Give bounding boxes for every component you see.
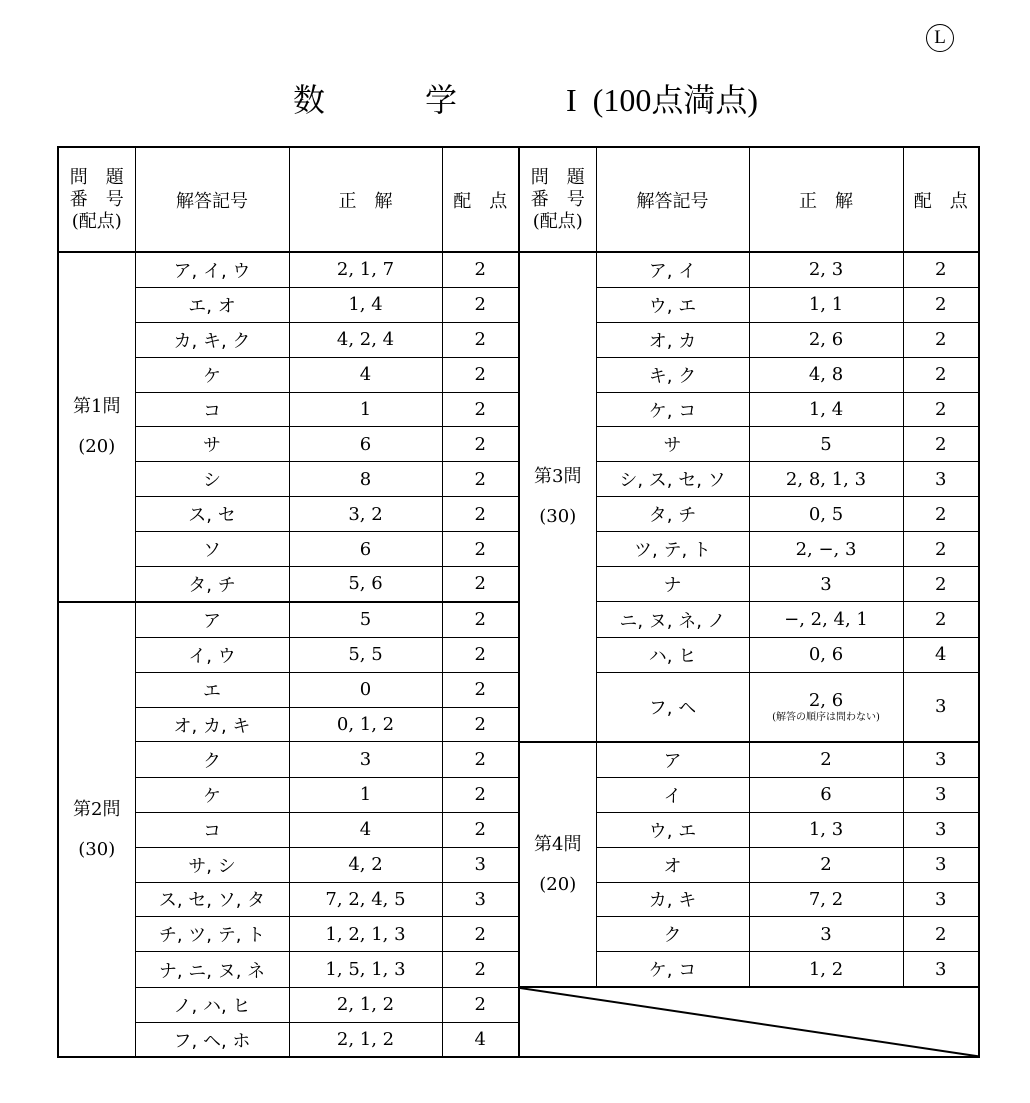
points-value: 2 xyxy=(442,322,519,357)
table-row xyxy=(58,322,979,357)
points-value: 2 xyxy=(442,252,519,287)
correct-answer: 2, −, 3 xyxy=(749,532,903,567)
answer-symbol: チ, ツ, テ, ト xyxy=(135,917,289,952)
header-correct-answer: 正 解 xyxy=(289,147,442,252)
answer-symbol: キ, ク xyxy=(596,357,749,392)
answer-symbol: ア, イ xyxy=(596,252,749,287)
answer-symbol: ア, イ, ウ xyxy=(135,252,289,287)
points-value: 2 xyxy=(442,287,519,322)
problem-label xyxy=(519,252,596,742)
correct-answer: 2, 1, 7 xyxy=(289,252,442,287)
answer-symbol: ス, セ, ソ, タ xyxy=(135,882,289,917)
table-row xyxy=(58,847,979,882)
correct-answer: −, 2, 4, 1 xyxy=(749,602,903,637)
correct-answer: 1, 5, 1, 3 xyxy=(289,952,442,987)
title-subject-part1: 数 xyxy=(293,82,326,118)
correct-answer: 6 xyxy=(749,777,903,812)
header-answer-symbol: 解答記号 xyxy=(135,147,289,252)
table-row xyxy=(58,777,979,812)
table-row xyxy=(58,672,979,707)
points-value: 3 xyxy=(903,952,979,987)
correct-answer: 3 xyxy=(749,917,903,952)
header-points: 配 点 xyxy=(903,147,979,252)
answer-symbol: ケ, コ xyxy=(596,952,749,987)
points-value: 2 xyxy=(442,742,519,777)
answer-symbol: イ, ウ xyxy=(135,637,289,672)
answer-symbol: オ xyxy=(596,847,749,882)
points-value: 3 xyxy=(903,812,979,847)
correct-answer: 4, 8 xyxy=(749,357,903,392)
points-value: 2 xyxy=(442,952,519,987)
table-row xyxy=(58,497,979,532)
points-value: 3 xyxy=(442,847,519,882)
correct-answer: 8 xyxy=(289,462,442,497)
correct-answer: 1, 2 xyxy=(749,952,903,987)
table-row xyxy=(58,287,979,322)
correct-answer: 0 xyxy=(289,672,442,707)
points-value: 2 xyxy=(442,777,519,812)
problem-name: 第2問 xyxy=(73,798,121,820)
points-value: 3 xyxy=(442,882,519,917)
correct-answer: 2, 6 xyxy=(749,322,903,357)
answer-symbol: オ, カ xyxy=(596,322,749,357)
table-row xyxy=(58,462,979,497)
table-row xyxy=(58,567,979,602)
title-level: I xyxy=(566,82,577,118)
answer-symbol: ア xyxy=(135,602,289,637)
answer-symbol: ソ xyxy=(135,532,289,567)
table-row xyxy=(58,812,979,847)
points-value: 2 xyxy=(903,567,979,602)
problem-name: 第3問 xyxy=(534,465,582,487)
answer-symbol: エ xyxy=(135,672,289,707)
points-value: 3 xyxy=(903,882,979,917)
points-value: 2 xyxy=(903,357,979,392)
answer-symbol: カ, キ xyxy=(596,882,749,917)
problem-label xyxy=(519,742,596,987)
header-problem-number: 問 題 番 号 (配点) xyxy=(519,147,596,252)
answer-symbol: イ xyxy=(596,777,749,812)
table-row xyxy=(58,532,979,567)
points-value: 3 xyxy=(903,742,979,777)
points-value: 2 xyxy=(903,392,979,427)
answer-symbol: フ, ヘ xyxy=(596,672,749,742)
diagonal-line xyxy=(520,988,978,1056)
points-value: 2 xyxy=(442,917,519,952)
problem-score: (20) xyxy=(539,873,577,895)
points-value: 2 xyxy=(442,987,519,1022)
correct-answer: 2, 3 xyxy=(749,252,903,287)
points-value: 2 xyxy=(442,637,519,672)
correct-answer: 5 xyxy=(749,427,903,462)
answer-symbol: ク xyxy=(596,917,749,952)
header-row xyxy=(58,147,979,252)
answer-symbol: ク xyxy=(135,742,289,777)
table-row xyxy=(58,392,979,427)
points-value: 2 xyxy=(442,392,519,427)
correct-answer: 1, 3 xyxy=(749,812,903,847)
points-value: 3 xyxy=(903,462,979,497)
correct-answer: 4, 2 xyxy=(289,847,442,882)
correct-answer: 1 xyxy=(289,777,442,812)
header-points: 配 点 xyxy=(442,147,519,252)
answer-symbol: シ xyxy=(135,462,289,497)
points-value: 2 xyxy=(903,252,979,287)
corner-mark-l: L xyxy=(926,24,954,52)
table-row xyxy=(58,917,979,952)
answer-symbol: カ, キ, ク xyxy=(135,322,289,357)
correct-answer: 2, 8, 1, 3 xyxy=(749,462,903,497)
answer-symbol: ウ, エ xyxy=(596,287,749,322)
points-value: 2 xyxy=(903,287,979,322)
points-value: 2 xyxy=(442,497,519,532)
correct-answer: 1, 2, 1, 3 xyxy=(289,917,442,952)
answer-symbol: ケ xyxy=(135,777,289,812)
answer-symbol: ノ, ハ, ヒ xyxy=(135,987,289,1022)
correct-answer: 6 xyxy=(289,532,442,567)
answer-symbol: コ xyxy=(135,392,289,427)
header-answer-symbol: 解答記号 xyxy=(596,147,749,252)
answer-symbol: ナ, ニ, ヌ, ネ xyxy=(135,952,289,987)
correct-answer: 3 xyxy=(749,567,903,602)
points-value: 2 xyxy=(903,322,979,357)
answer-symbol: ナ xyxy=(596,567,749,602)
points-value: 2 xyxy=(903,497,979,532)
correct-answer: 1, 4 xyxy=(749,392,903,427)
points-value: 2 xyxy=(442,462,519,497)
points-value: 2 xyxy=(442,672,519,707)
title-level-and-note xyxy=(566,76,758,124)
correct-answer: 7, 2, 4, 5 xyxy=(289,882,442,917)
answer-symbol: ア xyxy=(596,742,749,777)
points-value: 2 xyxy=(442,707,519,742)
title-note: (100点満点) xyxy=(592,82,758,118)
points-value: 2 xyxy=(903,602,979,637)
title-subject-part2: 学 xyxy=(425,82,458,118)
answer-symbol: ニ, ヌ, ネ, ノ xyxy=(596,602,749,637)
answer-symbol: タ, チ xyxy=(596,497,749,532)
table-row xyxy=(58,252,979,287)
correct-answer: 0, 5 xyxy=(749,497,903,532)
correct-answer xyxy=(749,672,903,742)
answer-symbol: サ xyxy=(596,427,749,462)
points-value: 3 xyxy=(903,777,979,812)
problem-score: (20) xyxy=(78,435,116,457)
answer-symbol: シ, ス, セ, ソ xyxy=(596,462,749,497)
points-value: 2 xyxy=(903,427,979,462)
answer-symbol: ツ, テ, ト xyxy=(596,532,749,567)
problem-label xyxy=(58,252,135,602)
table-row xyxy=(58,357,979,392)
problem-name: 第1問 xyxy=(73,395,121,417)
problem-score: (30) xyxy=(539,505,577,527)
answer-symbol: ハ, ヒ xyxy=(596,637,749,672)
correct-answer: 0, 1, 2 xyxy=(289,707,442,742)
points-value: 4 xyxy=(903,637,979,672)
correct-answer: 5, 6 xyxy=(289,567,442,602)
points-value: 4 xyxy=(442,1022,519,1057)
answer-symbol: ウ, エ xyxy=(596,812,749,847)
correct-answer: 4 xyxy=(289,357,442,392)
answer-key-table xyxy=(57,146,980,1058)
answer-symbol: タ, チ xyxy=(135,567,289,602)
answer-symbol: オ, カ, キ xyxy=(135,707,289,742)
table-row xyxy=(58,427,979,462)
points-value: 2 xyxy=(903,917,979,952)
answer-order-note: (解答の順序は問わない) xyxy=(772,711,880,723)
correct-answer: 3, 2 xyxy=(289,497,442,532)
table-row xyxy=(58,952,979,987)
correct-answer: 4 xyxy=(289,812,442,847)
points-value: 3 xyxy=(903,672,979,742)
correct-answer: 5, 5 xyxy=(289,637,442,672)
points-value: 2 xyxy=(442,602,519,637)
points-value: 3 xyxy=(903,847,979,882)
points-value: 2 xyxy=(442,812,519,847)
correct-answer: 2 xyxy=(749,847,903,882)
correct-answer: 0, 6 xyxy=(749,637,903,672)
points-value: 2 xyxy=(442,532,519,567)
correct-answer: 1, 4 xyxy=(289,287,442,322)
answer-symbol: エ, オ xyxy=(135,287,289,322)
table-row xyxy=(58,637,979,672)
points-value: 2 xyxy=(903,532,979,567)
header-problem-number: 問 題 番 号 (配点) xyxy=(58,147,135,252)
correct-answer: 2, 1, 2 xyxy=(289,987,442,1022)
correct-answer: 1 xyxy=(289,392,442,427)
answer-symbol: ケ, コ xyxy=(596,392,749,427)
correct-answer: 4, 2, 4 xyxy=(289,322,442,357)
correct-answer: 3 xyxy=(289,742,442,777)
answer-symbol: サ xyxy=(135,427,289,462)
points-value: 2 xyxy=(442,427,519,462)
correct-answer: 7, 2 xyxy=(749,882,903,917)
table-row xyxy=(58,742,979,777)
correct-answer: 1, 1 xyxy=(749,287,903,322)
header-correct-answer: 正 解 xyxy=(749,147,903,252)
answer-symbol: ス, セ xyxy=(135,497,289,532)
correct-answer: 6 xyxy=(289,427,442,462)
correct-answer: 2, 1, 2 xyxy=(289,1022,442,1057)
blank-area xyxy=(519,987,979,1057)
table-row xyxy=(58,987,979,1022)
problem-label xyxy=(58,602,135,1058)
problem-name: 第4問 xyxy=(534,833,582,855)
correct-answer-value: 2, 6 xyxy=(808,689,844,711)
answer-symbol: コ xyxy=(135,812,289,847)
answer-symbol: ケ xyxy=(135,357,289,392)
answer-symbol: サ, シ xyxy=(135,847,289,882)
points-value: 2 xyxy=(442,567,519,602)
correct-answer: 2 xyxy=(749,742,903,777)
table-row xyxy=(58,602,979,637)
problem-score: (30) xyxy=(78,838,116,860)
points-value: 2 xyxy=(442,357,519,392)
correct-answer: 5 xyxy=(289,602,442,637)
answer-symbol: フ, ヘ, ホ xyxy=(135,1022,289,1057)
table-row xyxy=(58,882,979,917)
